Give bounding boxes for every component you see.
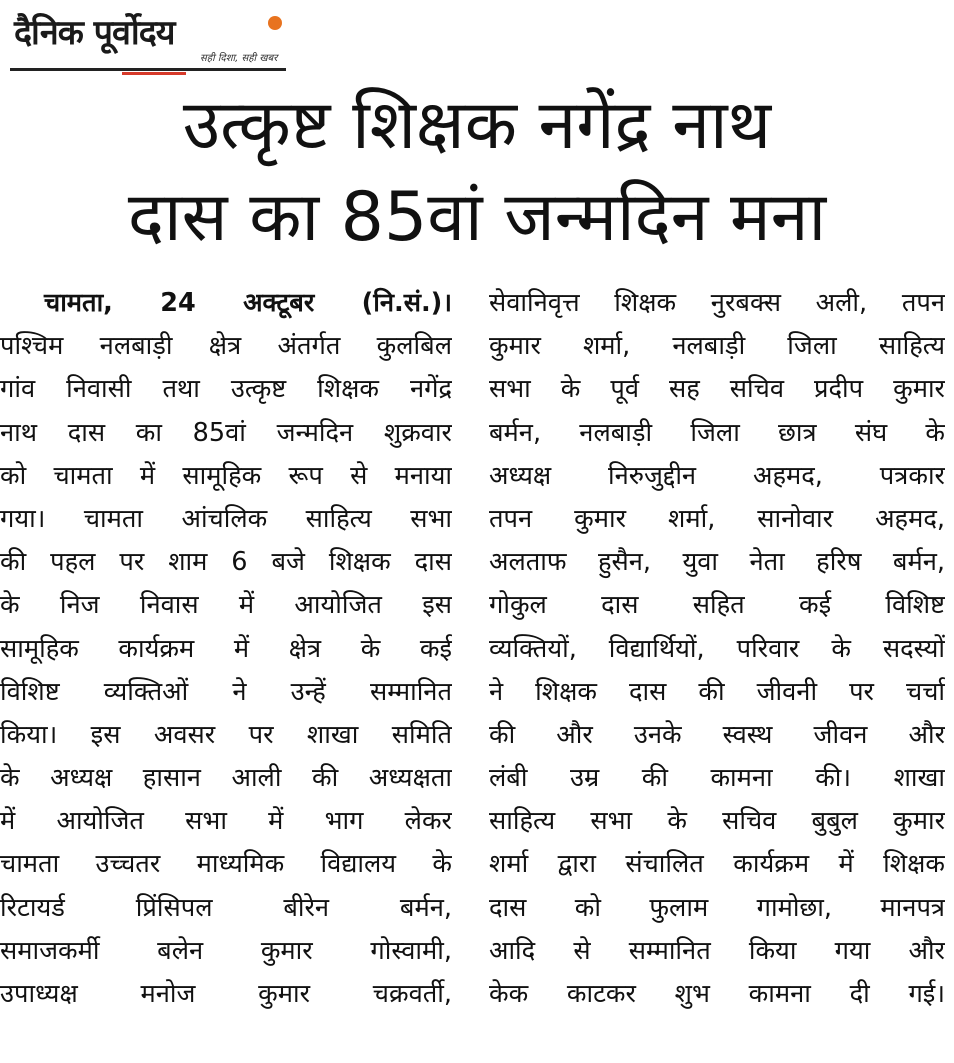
article-text-line: अध्यक्ष निरुजुद्दीन अहमद, पत्रकार [489,460,945,491]
article-text-line: समाजकर्मी बलेन कुमार गोस्वामी, [0,935,452,966]
article-text-line: के निज निवास में आयोजित इस [0,590,452,621]
article-text-line: बर्मन, नलबाड़ी जिला छात्र संघ के [489,417,945,448]
article-text-line: सभा के पूर्व सह सचिव प्रदीप कुमार [489,374,945,405]
article-text-line: शर्मा द्वारा संचालित कार्यक्रम में शिक्षक [489,849,945,880]
article-text-line: कुमार शर्मा, नलबाड़ी जिला साहित्य [489,331,945,362]
article-text-line: व्यक्तियों, विद्यार्थियों, परिवार के सदस्यों [489,633,945,664]
article-text-line: दास को फुलाम गामोछा, मानपत्र [489,892,945,923]
article-text-line: चामता उच्चतर माध्यमिक विद्यालय के [0,849,452,880]
article-text-line: में आयोजित सभा में भाग लेकर [0,806,452,837]
article-text-line: ने शिक्षक दास की जीवनी पर चर्चा [489,676,945,707]
article-column-right [489,282,945,1016]
newspaper-logo: दैनिक पूर्वोदय [14,13,175,53]
article-text-line: नाथ दास का 85वां जन्मदिन शुक्रवार [0,417,452,448]
article-text-line: विशिष्ट व्यक्तिओं ने उन्हें सम्मानित [0,676,452,707]
article-text-line: के अध्यक्ष हासान आली की अध्यक्षता [0,763,452,794]
masthead [10,6,288,72]
article-text-line: तपन कुमार शर्मा, सानोवार अहमद, [489,503,945,534]
article-text-line: किया। इस अवसर पर शाखा समिति [0,719,452,750]
article-text-line: अलताफ हुसैन, युवा नेता हरिष बर्मन, [489,547,945,578]
article-text-line: साहित्य सभा के सचिव बुबुल कुमार [489,806,945,837]
article-text-line: को चामता में सामूहिक रूप से मनाया [0,460,452,491]
article-text-line: की और उनके स्वस्थ जीवन और [489,719,945,750]
headline-line-1: उत्कृष्ट शिक्षक नगेंद्र नाथ [182,86,772,165]
article-text-line: गोकुल दास सहित कई विशिष्ट [489,590,945,621]
article-headline [40,80,914,264]
article-text-line: सेवानिवृत्त शिक्षक नुरबक्स अली, तपन [489,288,945,318]
headline-line-2: दास का 85वां जन्मदिन मना [127,178,827,257]
article-text-line: लंबी उम्र की कामना की। शाखा [489,763,945,794]
article-text-line: गया। चामता आंचलिक साहित्य सभा [0,503,452,534]
article-column-left [0,282,452,1016]
masthead-accent-rule [122,72,186,75]
masthead-tagline: सही दिशा, सही खबर [200,53,278,64]
article-text-line: आदि से सम्मानित किया गया और [489,935,945,966]
article-text-line: रिटायर्ड प्रिंसिपल बीरेन बर्मन, [0,892,452,923]
article-dateline: चामता, 24 अक्टूबर (नि.सं.)। [44,288,452,318]
article-text-line: पश्चिम नलबाड़ी क्षेत्र अंतर्गत कुलबिल [0,331,452,362]
masthead-rule [10,68,286,71]
article-text-line: सामूहिक कार्यक्रम में क्षेत्र के कई [0,633,452,664]
logo-dot-icon [268,16,282,30]
article-text-line: उपाध्यक्ष मनोज कुमार चक्रवर्ती, [0,979,452,1009]
article-text-line: गांव निवासी तथा उत्कृष्ट शिक्षक नगेंद्र [0,374,452,405]
article-text-line: की पहल पर शाम 6 बजे शिक्षक दास [0,547,452,578]
article-text-line: केक काटकर शुभ कामना दी गई। [489,979,945,1009]
